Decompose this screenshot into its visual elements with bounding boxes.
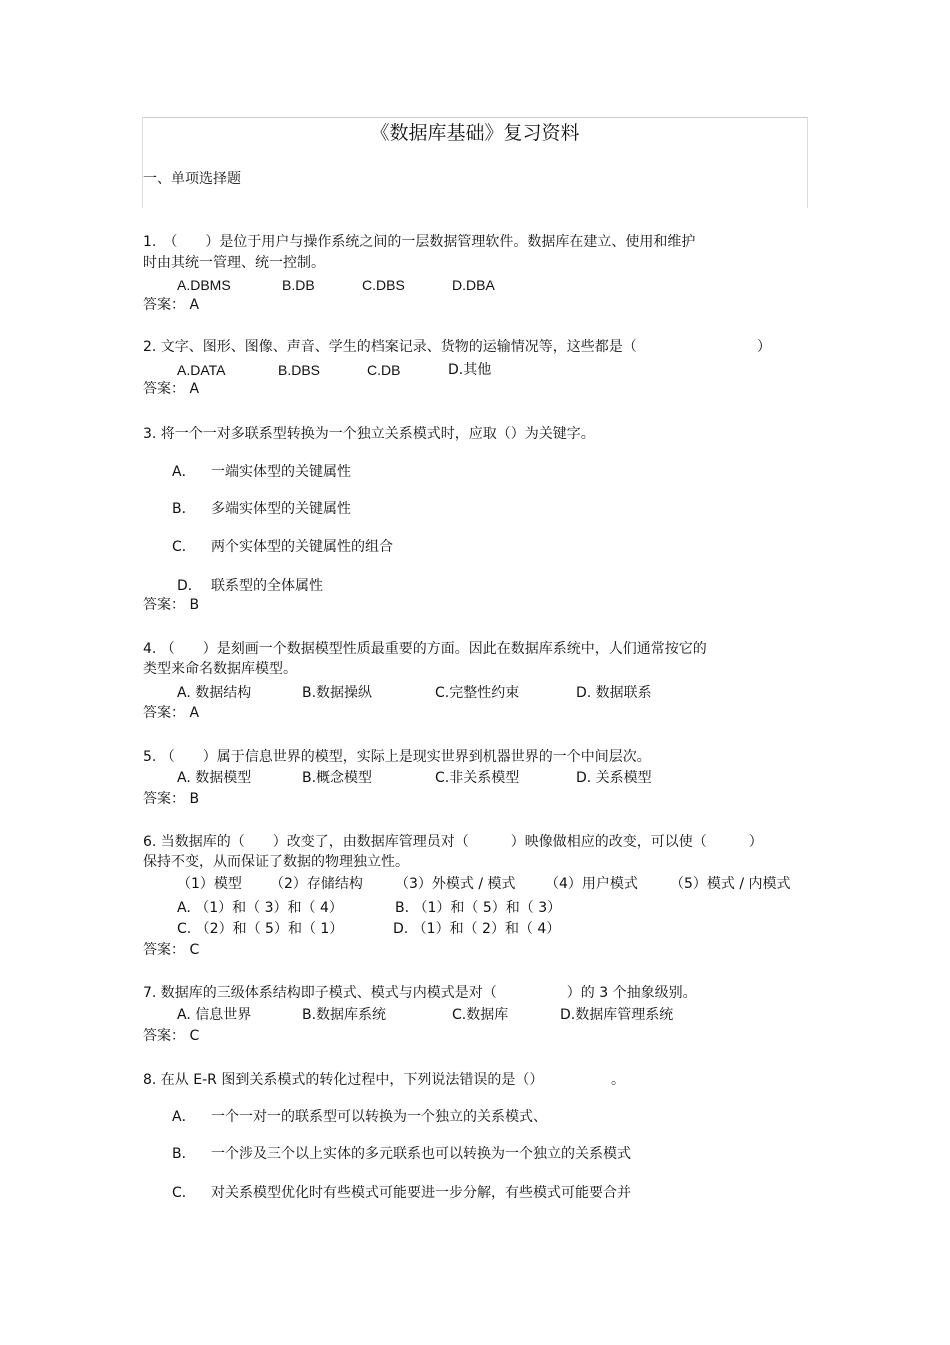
question-8-option-c-text: 对关系模型优化时有些模式可能要进一步分解，有些模式可能要合并 — [211, 1185, 631, 1201]
question-6-option-a: A. （1）和（ 3）和（ 4） — [177, 900, 343, 916]
question-2-option-d: D.其他 — [448, 362, 492, 378]
question-5-option-c: C.非关系模型 — [435, 770, 520, 786]
question-1-text-cont: 时由其统一管理、统一控制。 — [143, 255, 325, 271]
question-3-answer: 答案： B — [143, 597, 200, 613]
question-6-item-4: （4）用户模式 — [545, 876, 638, 892]
question-3-option-a-text: 一端实体型的关键属性 — [211, 464, 351, 480]
question-2-text-end: ） — [757, 339, 771, 355]
question-2-option-c: C.DB — [367, 362, 401, 378]
question-3-option-d-text: 联系型的全体属性 — [211, 578, 323, 594]
document-title: 《数据库基础》复习资料 — [370, 122, 580, 144]
question-1-answer: 答案： A — [143, 297, 200, 313]
question-2-option-b: B.DBS — [278, 362, 321, 378]
question-3-option-c-text: 两个实体型的关键属性的组合 — [211, 539, 393, 555]
question-6-answer: 答案： C — [143, 942, 200, 958]
question-6-item-3: （3）外模式 / 模式 — [395, 876, 516, 892]
question-1-option-c: C.DBS — [362, 277, 405, 293]
question-6-option-c: C. （2）和（ 5）和（ 1） — [177, 921, 344, 937]
question-1-option-d: D.DBA — [452, 277, 495, 293]
question-2-option-a: A.DATA — [177, 362, 226, 378]
question-6-text-cont: 保持不变，从而保证了数据的物理独立性。 — [143, 854, 409, 870]
question-7-option-b: B.数据库系统 — [302, 1007, 387, 1023]
question-8-option-c-letter: C． — [172, 1185, 196, 1201]
question-6-text: 6. 当数据库的（ ）改变了，由数据库管理员对（ ）映像做相应的改变，可以使（ ） — [143, 834, 763, 850]
question-4-option-b: B.数据操纵 — [302, 685, 373, 701]
question-8-option-b-text: 一个涉及三个以上实体的多元联系也可以转换为一个独立的关系模式 — [211, 1146, 631, 1162]
question-3-option-a-letter: A． — [172, 464, 196, 480]
question-8-text: 8. 在从 E-R 图到关系模式的转化过程中，下列说法错误的是（） — [143, 1072, 544, 1088]
question-5-answer: 答案： B — [143, 791, 200, 807]
question-7-option-d: D.数据库管理系统 — [560, 1007, 674, 1023]
question-4-answer: 答案： A — [143, 705, 200, 721]
question-5-text: 5. （ ）属于信息世界的模型，实际上是现实世界到机器世界的一个中间层次。 — [143, 749, 651, 765]
question-7-answer: 答案： C — [143, 1028, 200, 1044]
question-6-item-1: （1）模型 — [177, 876, 242, 892]
question-5-option-a: A. 数据模型 — [177, 770, 252, 786]
question-3-option-b-text: 多端实体型的关键属性 — [211, 501, 351, 517]
question-4-text-cont: 类型来命名数据库模型。 — [143, 661, 297, 677]
section-heading: 一、单项选择题 — [143, 171, 241, 187]
question-7-option-a: A. 信息世界 — [177, 1007, 252, 1023]
question-5-option-b: B.概念模型 — [302, 770, 373, 786]
question-4-option-c: C.完整性约束 — [435, 685, 520, 701]
question-8-option-a-text: 一个一对一的联系型可以转换为一个独立的关系模式、 — [211, 1109, 547, 1125]
question-1-option-a: A.DBMS — [177, 277, 231, 293]
question-6-item-2: （2）存储结构 — [270, 876, 363, 892]
question-2-text: 2. 文字、图形、图像、声音、学生的档案记录、货物的运输情况等，这些都是（ — [143, 339, 637, 355]
question-1-text: 1. （ ）是位于用户与操作系统之间的一层数据管理软件。数据库在建立、使用和维护 — [143, 234, 696, 250]
question-4-option-a: A. 数据结构 — [177, 685, 252, 701]
question-4-text: 4. （ ）是刻画一个数据模型性质最重要的方面。因此在数据库系统中，人们通常按它的 — [143, 641, 707, 657]
question-6-option-b: B. （1）和（ 5）和（ 3） — [395, 900, 562, 916]
question-6-option-d: D. （1）和（ 2）和（ 4） — [393, 921, 561, 937]
question-5-option-d: D. 关系模型 — [576, 770, 652, 786]
question-3-option-b-letter: B． — [172, 501, 196, 517]
question-7-option-c: C.数据库 — [452, 1007, 509, 1023]
question-7-text: 7. 数据库的三级体系结构即子模式、模式与内模式是对（ ）的 3 个抽象级别。 — [143, 985, 697, 1001]
question-6-item-5: （5）模式 / 内模式 — [670, 876, 791, 892]
question-8-option-a-letter: A． — [172, 1109, 196, 1125]
question-2-answer: 答案： A — [143, 381, 200, 397]
question-3-option-c-letter: C． — [172, 539, 196, 555]
question-3-option-d-letter: D． — [177, 578, 202, 594]
question-8-text-end: 。 — [611, 1072, 625, 1088]
question-3-text: 3. 将一个一对多联系型转换为一个独立关系模式时，应取（）为关键字。 — [143, 426, 595, 442]
question-1-option-b: B.DB — [282, 277, 315, 293]
question-4-option-d: D. 数据联系 — [576, 685, 652, 701]
question-8-option-b-letter: B． — [172, 1146, 196, 1162]
